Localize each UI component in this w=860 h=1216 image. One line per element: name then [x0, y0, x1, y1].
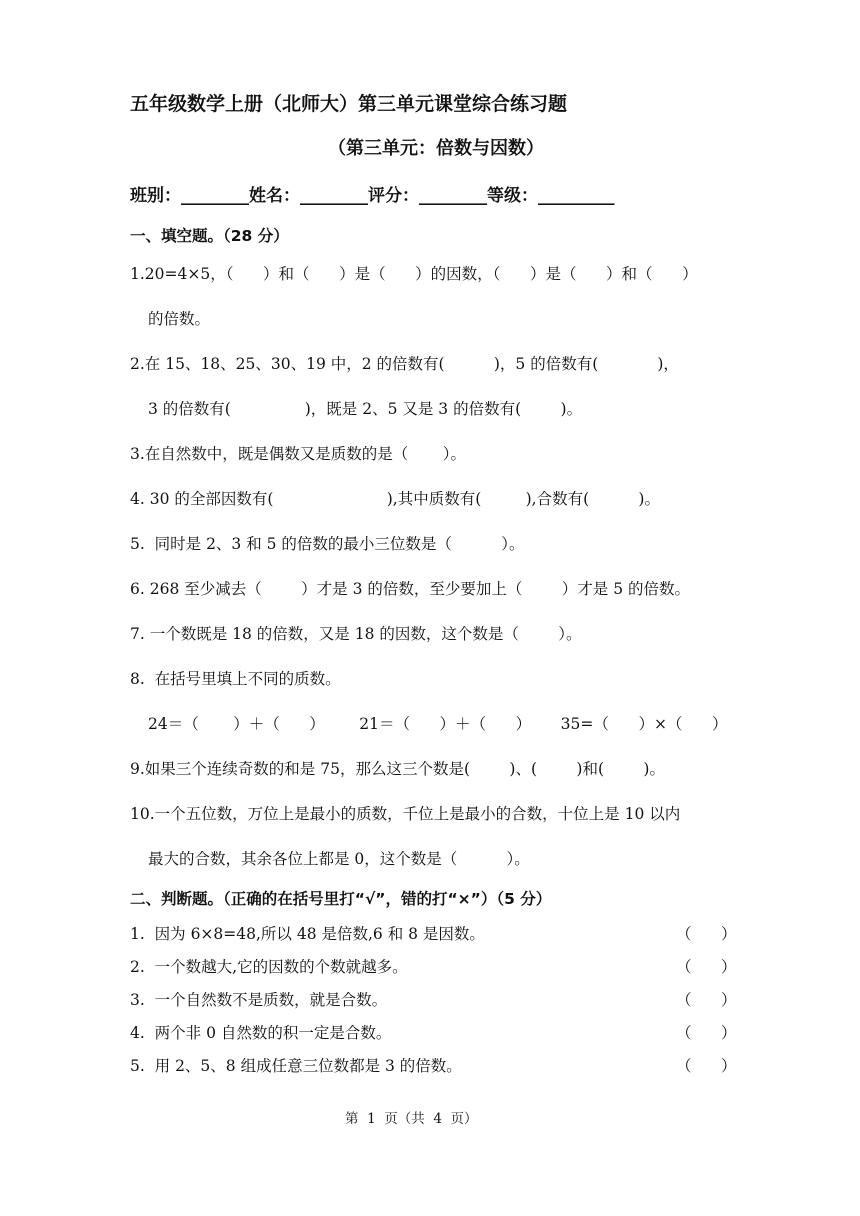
- question-line: 的倍数。: [148, 310, 211, 328]
- judgment-item: 2. 一个数越大,它的因数的个数就越多。: [130, 958, 408, 976]
- question-line: 10.一个五位数，万位上是最小的质数，千位上是最小的合数，十位上是 10 以内: [130, 805, 681, 823]
- judgment-item: 1. 因为 6×8=48,所以 48 是倍数,6 和 8 是因数。: [130, 925, 485, 943]
- question-line: 最大的合数，其余各位上都是 0，这个数是（ ）。: [148, 850, 530, 868]
- judgment-item: 4. 两个非 0 自然数的积一定是合数。: [130, 1024, 392, 1042]
- section1-heading: 一、填空题。（28 分）: [130, 227, 289, 245]
- judgment-item: 3. 一个自然数不是质数，就是合数。: [130, 991, 388, 1009]
- question-line: 5. 同时是 2、3 和 5 的倍数的最小三位数是（ ）。: [130, 535, 525, 553]
- answer-parentheses: （ ）: [676, 925, 737, 943]
- question-line: 4. 30 的全部因数有( ),其中质数有( ),合数有( )。: [130, 490, 660, 508]
- question-line: 2.在 15、18、25、30、19 中，2 的倍数有( )，5 的倍数有( )，: [130, 355, 679, 373]
- section2-heading: 二、判断题。（正确的在括号里打“√”，错的打“×”）（5 分）: [130, 890, 552, 908]
- answer-parentheses: （ ）: [676, 1057, 737, 1075]
- document-subtitle: （第三单元：倍数与因数）: [328, 138, 544, 159]
- question-line: 3 的倍数有( )，既是 2、5 又是 3 的倍数有( )。: [148, 400, 583, 418]
- question-line: 9.如果三个连续奇数的和是 75，那么这三个数是( )、( )和( )。: [130, 760, 665, 778]
- student-info-line: 班别：________姓名：________评分：________等级：_________: [130, 186, 615, 206]
- question-line: 8. 在括号里填上不同的质数。: [130, 670, 341, 688]
- judgment-item: 5. 用 2、5、8 组成任意三位数都是 3 的倍数。: [130, 1057, 462, 1075]
- page-footer: 第 1 页（共 4 页）: [345, 1111, 478, 1127]
- question-line: 6. 268 至少减去（ ）才是 3 的倍数，至少要加上（ ）才是 5 的倍数。: [130, 580, 690, 598]
- document-title: 五年级数学上册（北师大）第三单元课堂综合练习题: [130, 93, 568, 115]
- question-line: 7. 一个数既是 18 的倍数，又是 18 的因数，这个数是（ ）。: [130, 625, 582, 643]
- answer-parentheses: （ ）: [676, 958, 737, 976]
- question-line: 3.在自然数中，既是偶数又是质数的是（ ）。: [130, 445, 467, 463]
- answer-parentheses: （ ）: [676, 991, 737, 1009]
- answer-parentheses: （ ）: [676, 1024, 737, 1042]
- question-line: 24＝（ ）＋（ ） 21＝（ ）＋（ ） 35=（ ）×（ ）: [148, 715, 728, 733]
- question-line: 1.20=4×5，（ ）和（ ）是（ ）的因数，（ ）是（ ）和（ ）: [130, 265, 698, 283]
